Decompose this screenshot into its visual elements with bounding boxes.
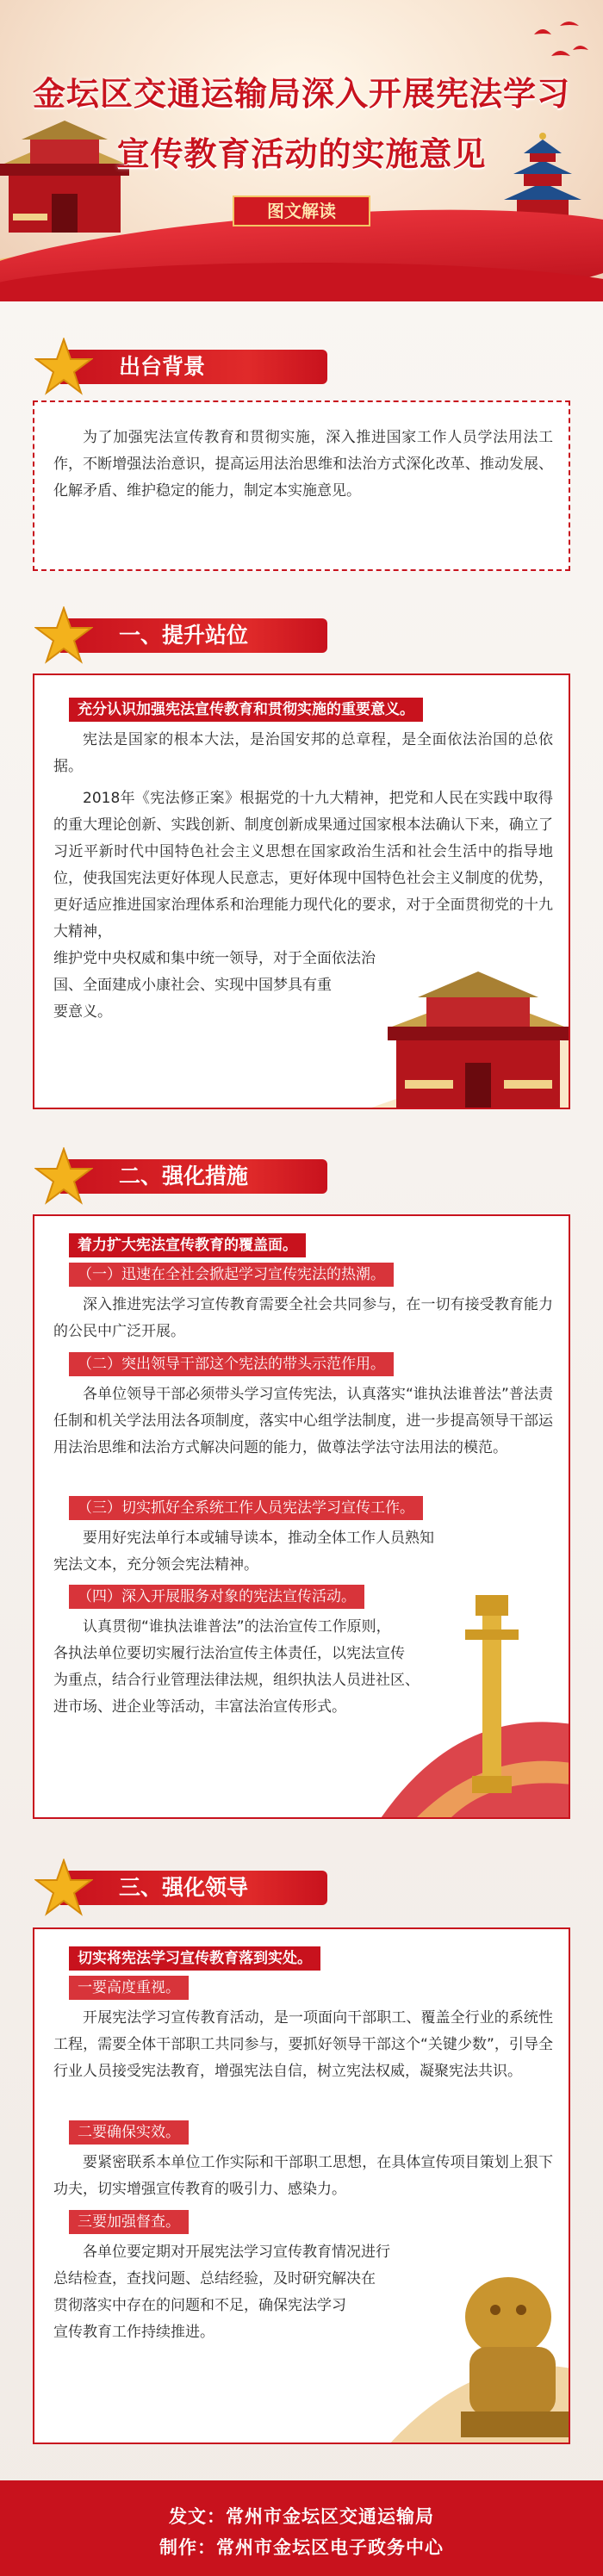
section2-item3-text-a: 要用好宪法单行本或辅导读本，推动全体工作人员熟知 (83, 1530, 434, 1547)
heading-text: 二、强化措施 (119, 1164, 249, 1189)
section-heading-3 (34, 1864, 327, 1909)
section3-item1-paragraph (34, 2005, 570, 2085)
section1-p2b-text: 维护党中央权威和集中统一领导，对于全面依法治 (53, 950, 376, 967)
section-heading-2 (34, 1152, 327, 1197)
section1-p1-text: 宪法是国家的根本大法，是治国安邦的总章程，是全面依法治国的总依据。 (53, 731, 553, 775)
section3-item1-text: 开展宪法学习宣传教育活动，是一项面向干部职工、覆盖全行业的系统性工程，需要全体干部职工共同参与，要抓好领导干部这个“关键少数”，引导全行业人员接受宪法教育，增强宪法自信，树立宪法权威，凝聚宪法共识。 (53, 2009, 553, 2080)
section2-item1-paragraph (34, 1292, 570, 1345)
section3-box (33, 1927, 570, 2444)
section2-item1-title: （一）迅速在全社会掀起学习宣传宪法的热潮。 (69, 1263, 394, 1287)
section2-highlight: 着力扩大宪法宣传教育的覆盖面。 (69, 1233, 306, 1257)
section3-highlight: 切实将宪法学习宣传教育落到实处。 (69, 1946, 320, 1971)
section1-p2a-text: 2018年《宪法修正案》根据党的十九大精神，把党和人民在实践中取得的重大理论创新、实践创新、制度创新成果通过国家根本法确认下来，确立了习近平新时代中国特色社会主义思想在国家政治生活和社会生活中的指导地位，使我国宪法更好体现人民意志，更好体现中国特色社会主义制度的优势，更好适应推进国家治理体系和治理能力现代化的要求，对于全面贯彻党的十九大精神， (53, 790, 553, 940)
background-paragraph (34, 425, 572, 505)
page-title-line1: 金坛区交通运输局深入开展宪法学习 (32, 75, 570, 113)
gold-star-icon (34, 1147, 93, 1206)
section2-item4-text-a: 认真贯彻“谁执法谁普法”的法治宣传工作原则， (83, 1618, 391, 1636)
section2-item3-text-b: 宪法文本，充分领会宪法精神。 (53, 1556, 258, 1574)
section2-item4-paragraph (34, 1614, 570, 1721)
heading-bar (60, 350, 327, 384)
background-text: 为了加强宪法宣传教育和贯彻实施，深入推进国家工作人员学法用法工作，不断增强法治意识，提高运用法治思维和法治方式深化改革、推动发展、化解矛盾、维护稳定的能力，制定本实施意见。 (53, 429, 553, 500)
section1-p2c-text: 国、全面建成小康社会、实现中国梦具有重 (53, 977, 332, 994)
heading-bar (60, 1871, 327, 1905)
section1-paragraph2 (34, 785, 570, 1026)
section2-item3-title: （三）切实抓好全系统工作人员宪法学习宣传工作。 (69, 1496, 423, 1520)
section1-p2d-text: 要意义。 (53, 1003, 112, 1021)
footer (0, 2480, 603, 2576)
background-box (33, 400, 570, 571)
section2-item3-paragraph (34, 1525, 570, 1579)
gold-star-icon (34, 338, 93, 396)
section2-item4-text-d: 进市场、进企业等活动，丰富法治宣传形式。 (53, 1698, 346, 1716)
section3-item3-text-c: 贯彻落实中存在的问题和不足，确保宪法学习 (53, 2297, 346, 2314)
section-heading-background (34, 343, 327, 388)
section2-item2-paragraph (34, 1381, 570, 1462)
heading-text: 三、强化领导 (119, 1875, 249, 1900)
heading-bar (60, 618, 327, 653)
graphic-interpretation-badge: 图文解读 (233, 196, 370, 227)
section3-item3-title: 三要加强督查。 (69, 2210, 189, 2234)
section3-item3-text-d: 宣传教育工作持续推进。 (53, 2324, 214, 2341)
section2-item2-title: （二）突出领导干部这个宪法的带头示范作用。 (69, 1352, 394, 1376)
section2-item1-text: 深入推进宪法学习宣传教育需要全社会共同参与，在一切有接受教育能力的公民中广泛开展。 (53, 1296, 553, 1340)
heading-text: 一、提升站位 (119, 623, 249, 648)
section2-item2-text: 各单位领导干部必须带头学习宣传宪法，认真落实“谁执法谁普法”普法责任制和机关学法用法各项制度，落实中心组学法制度，进一步提高领导干部运用法治思维和法治方式解决问题的能力，做尊法学法守法用法的模范。 (53, 1386, 553, 1456)
section1-highlight: 充分认识加强宪法宣传教育和贯彻实施的重要意义。 (69, 698, 423, 722)
section2-item4-text-c: 为重点，结合行业管理法律法规，组织执法人员进社区、 (53, 1672, 420, 1689)
section3-item3-paragraph (34, 2239, 570, 2346)
footer-producer: 制作：常州市金坛区电子政务中心 (159, 2537, 444, 2558)
footer-issuer: 发文：常州市金坛区交通运输局 (169, 2506, 434, 2527)
section3-item2-text: 要紧密联系本单位工作实际和干部职工思想，在具体宣传项目策划上狠下功夫，切实增强宣传教育的吸引力、感染力。 (53, 2154, 553, 2198)
section1-paragraph1 (34, 727, 570, 780)
header-banner (0, 0, 603, 301)
section3-item2-paragraph (34, 2150, 570, 2203)
gold-star-icon (34, 1859, 93, 1917)
section2-item4-title: （四）深入开展服务对象的宪法宣传活动。 (69, 1585, 364, 1609)
section3-item2-title: 二要确保实效。 (69, 2120, 189, 2145)
section-heading-1 (34, 611, 327, 656)
page-title-line2: 宣传教育活动的实施意见 (116, 135, 487, 173)
section3-item1-title: 一要高度重视。 (69, 1976, 189, 2000)
gold-star-icon (34, 606, 93, 665)
section1-box (33, 673, 570, 1109)
section3-item3-text-a: 各单位要定期对开展宪法学习宣传教育情况进行 (83, 2244, 390, 2261)
section2-box (33, 1214, 570, 1819)
heading-bar (60, 1159, 327, 1194)
heading-text: 出台背景 (119, 354, 206, 379)
section3-item3-text-b: 总结检查，查找问题、总结经验，及时研究解决在 (53, 2270, 376, 2287)
section2-item4-text-b: 各执法单位要切实履行法治宣传主体责任，以宪法宣传 (53, 1645, 405, 1662)
